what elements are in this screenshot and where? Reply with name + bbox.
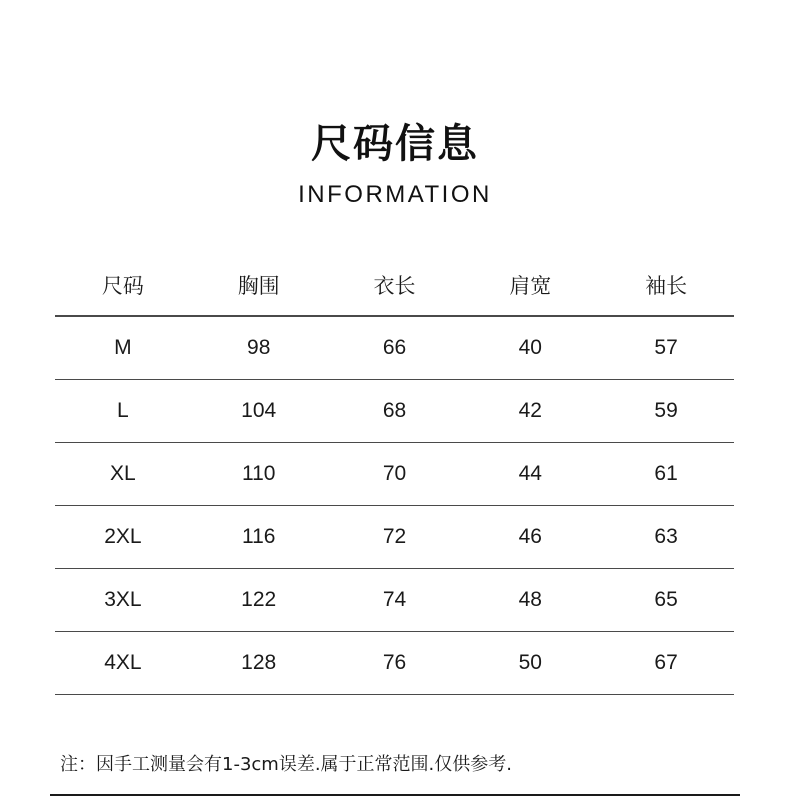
cell-sleeve: 59 — [598, 380, 734, 443]
cell-sleeve: 65 — [598, 569, 734, 632]
cell-sleeve: 57 — [598, 316, 734, 380]
measurement-note: 注：因手工测量会有1-3cm误差.属于正常范围.仅供参考. — [60, 754, 512, 775]
cell-size: XL — [55, 443, 191, 506]
table-row — [55, 506, 734, 569]
cell-chest: 128 — [191, 632, 327, 695]
cell-chest: 122 — [191, 569, 327, 632]
cell-length: 74 — [327, 569, 463, 632]
cell-length: 72 — [327, 506, 463, 569]
size-table — [55, 254, 734, 695]
cell-length: 76 — [327, 632, 463, 695]
cell-length: 70 — [327, 443, 463, 506]
header-sleeve: 袖长 — [598, 254, 734, 316]
header-chest: 胸围 — [191, 254, 327, 316]
table-row — [55, 569, 734, 632]
cell-size: 3XL — [55, 569, 191, 632]
cell-shoulder: 46 — [462, 506, 598, 569]
cell-shoulder: 48 — [462, 569, 598, 632]
cell-chest: 116 — [191, 506, 327, 569]
cell-chest: 104 — [191, 380, 327, 443]
table-row — [55, 316, 734, 380]
cell-chest: 98 — [191, 316, 327, 380]
bottom-divider — [50, 794, 740, 796]
cell-shoulder: 40 — [462, 316, 598, 380]
cell-size: 2XL — [55, 506, 191, 569]
table-row — [55, 380, 734, 443]
header-shoulder: 肩宽 — [462, 254, 598, 316]
cell-length: 68 — [327, 380, 463, 443]
page-subtitle: INFORMATION — [298, 181, 492, 208]
cell-size: M — [55, 316, 191, 380]
cell-sleeve: 61 — [598, 443, 734, 506]
table-header-row — [55, 254, 734, 316]
header-size: 尺码 — [55, 254, 191, 316]
header-length: 衣长 — [327, 254, 463, 316]
cell-size: 4XL — [55, 632, 191, 695]
cell-shoulder: 42 — [462, 380, 598, 443]
page-title: 尺码信息 — [311, 121, 479, 167]
table-row — [55, 632, 734, 695]
cell-chest: 110 — [191, 443, 327, 506]
cell-sleeve: 67 — [598, 632, 734, 695]
cell-shoulder: 44 — [462, 443, 598, 506]
cell-sleeve: 63 — [598, 506, 734, 569]
cell-shoulder: 50 — [462, 632, 598, 695]
table-row — [55, 443, 734, 506]
cell-length: 66 — [327, 316, 463, 380]
cell-size: L — [55, 380, 191, 443]
